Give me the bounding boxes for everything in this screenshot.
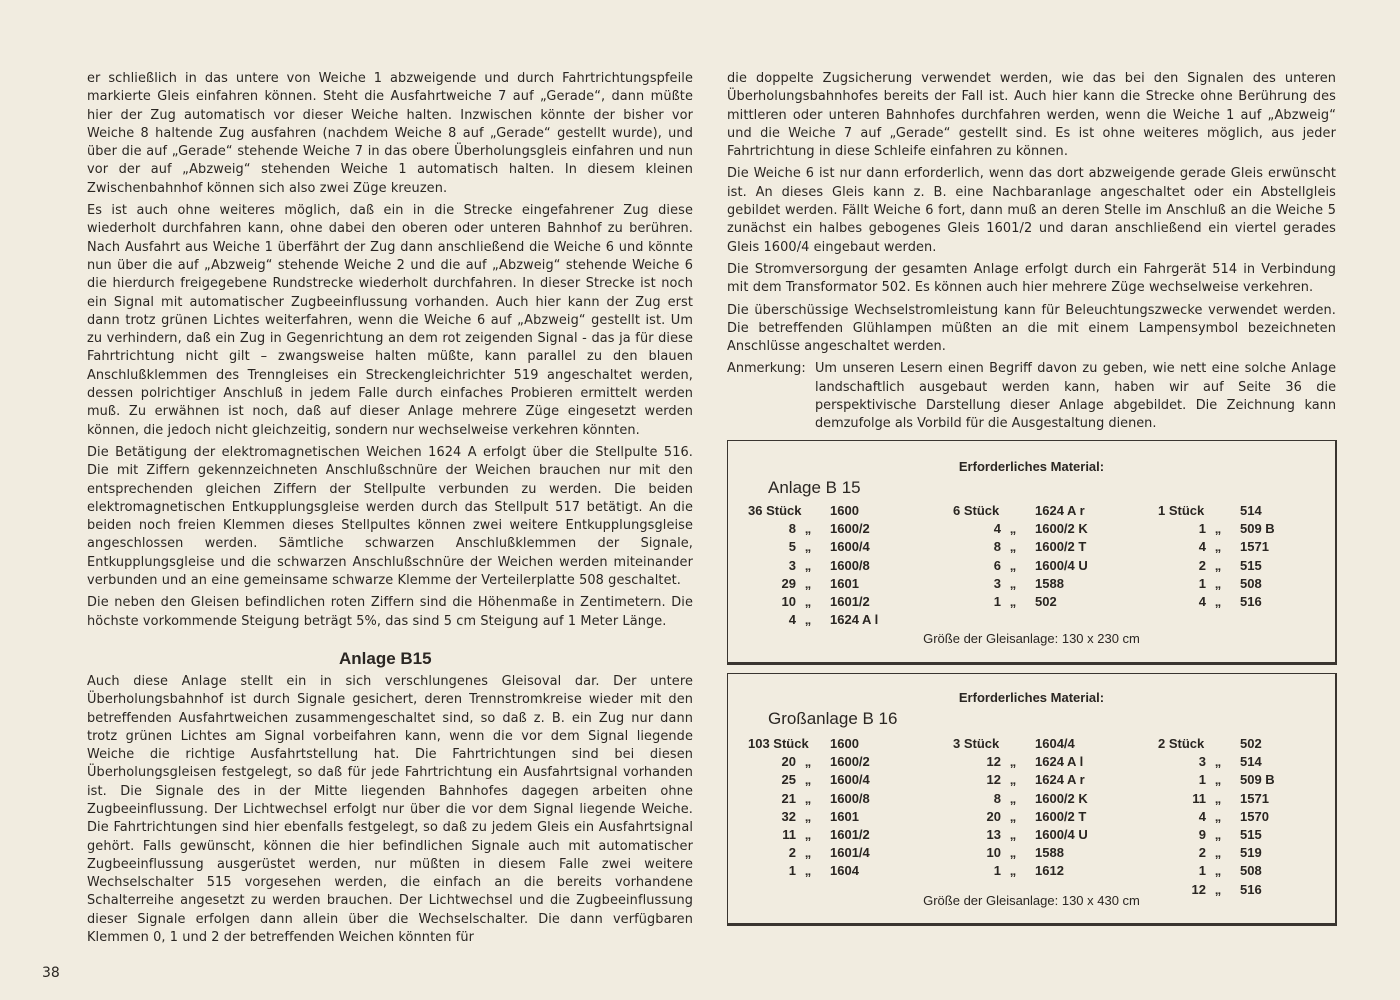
- ditto-mark: „: [1214, 845, 1222, 861]
- paragraph: er schließlich in das untere von Weiche 1 abzweigende und durch Fahrtrichtungspfeile markierte Gleis einfahren können. Steht die Ausfahrtweiche 7 auf „Gerade“, dann müßte hier der Zug automatisch vor dieser Weiche halten. Inzwischen könnte der bisher vor Weiche 8 haltende Zug ausfahren (nachdem Weiche 8 auf „Gerade“ gestellt wurde), und über die auf „Gerade“ stehende Weiche 7 in das obere Überholungsgleis einfahren und nun vor der auf „Abzweig“ stehenden Weiche 1 automatisch halten. In diesem kleinen Zwischenbahnhof können sich also zwei Züge kreuzen.: [87, 71, 693, 196]
- material-quantity: 1: [1198, 863, 1206, 879]
- ditto-mark: „: [804, 863, 812, 879]
- material-number: 1612: [1035, 863, 1064, 879]
- ditto-mark: „: [804, 790, 812, 806]
- material-quantity: 10: [781, 594, 796, 609]
- material-row: [748, 845, 870, 863]
- material-quantity: 3: [993, 575, 1001, 591]
- ditto-mark: „: [1009, 808, 1017, 824]
- material-row: [953, 772, 1085, 790]
- material-number: 516: [1240, 881, 1262, 897]
- material-quantity: 2: [788, 845, 796, 861]
- material-row: [748, 863, 859, 881]
- material-row: [953, 503, 1085, 521]
- ditto-mark: „: [1009, 557, 1017, 573]
- material-quantity: 2 Stück: [1158, 736, 1205, 751]
- material-quantity: 11: [1192, 790, 1206, 806]
- material-row: [748, 539, 870, 557]
- material-row: [1158, 503, 1262, 521]
- material-quantity: 1 Stück: [1158, 503, 1205, 518]
- material-quantity: 36 Stück: [748, 503, 802, 518]
- material-row: [953, 754, 1083, 772]
- material-quantity: 4: [788, 612, 796, 628]
- ditto-mark: „: [1214, 754, 1222, 770]
- material-row: [748, 612, 878, 630]
- ditto-mark: „: [804, 575, 812, 591]
- ditto-mark: „: [804, 557, 812, 573]
- material-quantity: 21: [781, 790, 796, 806]
- material-number: 1600/2: [830, 754, 870, 770]
- material-number: 1600/2 T: [1035, 808, 1087, 824]
- ditto-mark: „: [1009, 845, 1017, 861]
- material-number: 1588: [1035, 575, 1064, 591]
- material-row: [953, 539, 1086, 557]
- material-row: [1158, 539, 1269, 557]
- material-row: [1158, 594, 1262, 612]
- material-quantity: 1: [788, 863, 796, 879]
- material-title: Erforderliches Material:: [958, 690, 1105, 705]
- material-quantity: 4: [1198, 808, 1206, 824]
- material-quantity: 5: [788, 539, 796, 555]
- material-row: [1158, 882, 1262, 900]
- material-quantity: 25: [781, 772, 796, 788]
- material-row: [953, 863, 1064, 881]
- ditto-mark: „: [1214, 790, 1222, 806]
- material-quantity: 11: [782, 827, 796, 842]
- ditto-mark: „: [804, 772, 812, 788]
- material-quantity: 3 Stück: [953, 736, 1000, 751]
- material-row: [748, 576, 859, 594]
- material-number: 1600/2 K: [1035, 521, 1088, 537]
- material-row: [748, 521, 870, 539]
- paragraph: Es ist auch ohne weiteres möglich, daß ein in die Strecke eingefahrener Zug diese wiederholt durchfahren kann, ohne dabei den oberen oder unteren Bahnhof zu berühren. Nach Ausfahrt aus Weiche 1 überfährt der Zug dann anschließend die Weiche 6 und könnte nun über die auf „Abzweig“ stehende Weiche 2 und die auf „Abzweig“ stehende Weiche 6 die hierdurch freigegebene Rundstrecke wiederholt durchfahren. In dieser Strecke ist noch ein Signal mit automatischer Zugbeeinflussung vorhanden. Auch hier kann der Zug erst dann trotz grünen Lichtes weiterfahren, wenn die Weiche 6 auf „Abzweig“ gestellt ist. Um zu verhindern, daß ein Zug in Gegenrichtung an dem rot zeigenden Signal - das ja für diese Fahrtrichtung nicht gilt – zwangsweise halten müßte, kann parallel zu den blauen Anschlußklemmen des Trenngleises ein Streckengleichrichter 519 angeschaltet werden, dessen polrichtiger Anschluß in jedem Falle durch einfaches Probieren ermittelt werden muß. Zu erwähnen ist noch, daß auf dieser Anlage mehrere Züge eingesetzt werden können, die jedoch nicht gleichzeitig, sondern nur wechselweise verkehren könnten.: [87, 203, 693, 438]
- ditto-mark: „: [804, 827, 812, 842]
- material-quantity: 1: [993, 594, 1001, 609]
- ditto-mark: „: [804, 845, 812, 861]
- material-number: 1571: [1240, 790, 1269, 806]
- material-quantity: 1: [993, 863, 1001, 879]
- material-number: 502: [1035, 594, 1057, 609]
- ditto-mark: „: [804, 521, 812, 537]
- material-row: [748, 736, 859, 754]
- material-quantity: 2: [1198, 557, 1206, 573]
- ditto-mark: „: [1009, 754, 1017, 770]
- ditto-mark: „: [804, 754, 812, 770]
- material-quantity: 4: [993, 521, 1001, 537]
- material-number: 1600: [830, 736, 859, 751]
- layout-name: Anlage B 15: [768, 478, 861, 497]
- material-number: 1624 A r: [1035, 503, 1085, 518]
- material-quantity: 103 Stück: [748, 736, 809, 751]
- material-quantity: 1: [1198, 772, 1206, 788]
- ditto-mark: „: [1214, 539, 1222, 555]
- material-row: [1158, 736, 1262, 754]
- material-number: 516: [1240, 594, 1262, 609]
- ditto-mark: „: [1009, 790, 1017, 806]
- material-quantity: 8: [993, 539, 1001, 555]
- note-text: Um unseren Lesern einen Begriff davon zu geben, wie nett eine solche Anlage landschaftlich ausgebaut werden kann, haben wir auf Seite 36 die perspektivische Darstellung dieser Anlage abgebildet. Die Zeichnung kann demzufolge als Vorbild für die Ausgestaltung dienen.: [815, 361, 1336, 432]
- material-number: 1600/2 T: [1035, 539, 1087, 555]
- material-row: [1158, 791, 1269, 809]
- material-number: 514: [1240, 754, 1262, 770]
- track-size: Größe der Gleisanlage: 130 x 230 cm: [923, 631, 1140, 646]
- paragraph: die doppelte Zugsicherung verwendet werden, wie das bei den Signalen des unteren Überholungsbahnhofes bereits der Fall ist. Auch hier kann die Strecke ohne Berührung des mittleren oder unteren Bahnhofes durchfahren werden, wenn die Weiche 1 auf „Abzweig“ und die Weiche 7 auf „Gerade“ gestellt sind. Es ist ohne weiteres möglich, aus jeder Fahrtrichtung in diese Schleife einfahren zu können.: [727, 71, 1336, 160]
- material-number: 1601/2: [830, 827, 870, 842]
- material-row: [953, 594, 1057, 612]
- ditto-mark: „: [1009, 575, 1017, 591]
- material-quantity: 29: [781, 575, 796, 591]
- material-quantity: 20: [986, 808, 1001, 824]
- paragraph: Auch diese Anlage stellt ein in sich verschlungenes Gleisoval dar. Der untere Überholungsbahnhof ist durch Signale gesichert, deren Trennstromkreise wieder mit den betreffenden Ausfahrtweichen zusammengeschaltet sind, so daß z. B. ein Zug nur dann trotz grünen Lichtes am Signal vorbeifahren kann, wenn die vor dem Signal liegende Weiche die richtige Ausfahrtstellung hat. Die Fahrtrichtungen sind bei diesen Überholungsgleisen festgelegt, so daß für jede Fahrtrichtung ein Ausfahrtsignal vorhanden ist. Die Signale des in der Mitte liegenden Bahnhofes dagegen arbeiten ohne Zugbeeinflussung. Der Lichtwechsel erfolgt nur über die vor dem Signal liegende Weiche. Die Fahrtrichtungen sind hier ebenfalls festgelegt, so daß zu jedem Gleis ein Ausfahrtsignal gehört. Falls gewünscht, können die hier befindlichen Signale auch mit automatischer Zugbeeinflussung ausgerüstet werden, nur müßten in diesem Falle zwei weitere Wechselschalter 515 vorgesehen werden, die einfach an die bereits vorhandene Schalterreihe angesetzt zu werden brauchen. Der Lichtwechsel und die Zugbeeinflussung dieser Signale erfolgen dann allein über die Wechselschalter. Die dann verfügbaren Klemmen 0, 1 und 2 der betreffenden Weichen könnten für: [87, 673, 693, 946]
- material-quantity: 6 Stück: [953, 503, 1000, 518]
- left-column: [87, 70, 693, 951]
- ditto-mark: „: [1009, 521, 1017, 537]
- material-quantity: 3: [788, 557, 796, 573]
- material-number: 514: [1240, 503, 1262, 518]
- paragraph: Die Weiche 6 ist nur dann erforderlich, wenn das dort abzweigende gerade Gleis erwünscht ist. An dieses Gleis kann z. B. eine Nachbaranlage angeschaltet oder ein Abstellgleis gebildet werden. Fällt Weiche 6 fort, dann muß an deren Stelle im Anschluß an die Weiche 5 zunächst ein halbes gebogenes Gleis 1601/2 und daran anschließend ein viertel gerades Gleis 1600/4 eingebaut werden.: [727, 166, 1336, 255]
- material-row: [1158, 576, 1262, 594]
- material-number: 1624 A l: [830, 612, 879, 628]
- material-row: [748, 809, 859, 827]
- layout-name: Großanlage B 16: [768, 709, 898, 728]
- material-quantity: 32: [781, 808, 796, 824]
- material-row: [1158, 558, 1262, 576]
- ditto-mark: „: [1009, 594, 1017, 609]
- material-number: 1600/8: [830, 557, 870, 573]
- material-row: [748, 503, 859, 521]
- ditto-mark: „: [804, 539, 812, 555]
- material-row: [1158, 845, 1262, 863]
- track-size: Größe der Gleisanlage: 130 x 430 cm: [923, 893, 1140, 908]
- material-row: [953, 845, 1064, 863]
- material-number: 1624 A r: [1035, 772, 1085, 788]
- material-quantity: 2: [1198, 845, 1206, 861]
- material-quantity: 8: [788, 521, 796, 537]
- material-row: [953, 809, 1086, 827]
- ditto-mark: „: [1009, 827, 1017, 842]
- material-row: [748, 772, 870, 790]
- paragraph: Die Stromversorgung der gesamten Anlage erfolgt durch ein Fahrgerät 514 in Verbindung mit dem Transformator 502. Es können auch hier mehrere Züge wechselweise verkehren.: [727, 261, 1336, 296]
- material-quantity: 3: [1198, 754, 1206, 770]
- material-row: [953, 791, 1088, 809]
- material-row: [953, 558, 1088, 576]
- material-number: 1601/2: [830, 594, 870, 609]
- material-number: 1571: [1240, 539, 1269, 555]
- material-row: [1158, 827, 1262, 845]
- material-row: [1158, 809, 1269, 827]
- material-quantity: 20: [781, 754, 796, 770]
- material-row: [953, 736, 1075, 754]
- material-number: 1600: [830, 503, 859, 518]
- material-number: 515: [1240, 557, 1262, 573]
- material-number: 509 B: [1240, 521, 1275, 537]
- material-quantity: 13: [986, 827, 1001, 842]
- paragraph: Die neben den Gleisen befindlichen roten Ziffern sind die Höhenmaße in Zentimetern. Die höchste vorkommende Steigung beträgt 5%, das sind 5 cm Steigung auf 1 Meter Länge.: [87, 595, 693, 629]
- ditto-mark: „: [1214, 594, 1222, 609]
- paragraph: Die überschüssige Wechselstromleistung kann für Beleuchtungszwecke verwendet werden. Die betreffenden Glühlampen müßten an die mit einem Lampensymbol bezeichneten Anschlüsse angeschaltet werden.: [727, 302, 1336, 355]
- material-row: [748, 791, 870, 809]
- material-quantity: 8: [993, 790, 1001, 806]
- material-row: [1158, 863, 1262, 881]
- material-box-b16: [727, 673, 1337, 926]
- ditto-mark: „: [1214, 827, 1222, 842]
- material-number: 1600/4 U: [1035, 827, 1088, 842]
- ditto-mark: „: [1214, 772, 1222, 788]
- material-quantity: 4: [1198, 594, 1206, 609]
- right-column: [727, 70, 1336, 434]
- material-number: 1570: [1240, 808, 1269, 824]
- material-quantity: 1: [1198, 575, 1206, 591]
- ditto-mark: „: [1214, 521, 1222, 537]
- material-number: 508: [1240, 575, 1262, 591]
- material-quantity: 4: [1198, 539, 1206, 555]
- material-quantity: 10: [986, 845, 1001, 861]
- material-number: 515: [1240, 827, 1262, 842]
- ditto-mark: „: [1214, 863, 1222, 879]
- material-row: [953, 576, 1064, 594]
- ditto-mark: „: [804, 612, 812, 628]
- material-quantity: 12: [1191, 881, 1206, 897]
- material-number: 1600/2 K: [1035, 790, 1088, 806]
- material-row: [748, 827, 870, 845]
- material-number: 1588: [1035, 845, 1064, 861]
- material-row: [748, 594, 870, 612]
- note: [727, 360, 1336, 433]
- material-number: 1600/4 U: [1035, 557, 1088, 573]
- page-number: 38: [42, 965, 60, 981]
- ditto-mark: „: [1214, 557, 1222, 573]
- material-number: 519: [1240, 845, 1262, 861]
- material-number: 502: [1240, 736, 1262, 751]
- note-label: Anmerkung:: [727, 361, 806, 377]
- material-number: 1601/4: [830, 845, 870, 861]
- material-number: 1604/4: [1035, 736, 1075, 751]
- material-number: 1601: [830, 808, 859, 824]
- material-quantity: 12: [986, 772, 1001, 788]
- material-quantity: 9: [1198, 827, 1206, 842]
- ditto-mark: „: [1214, 575, 1222, 591]
- paragraph: Die Betätigung der elektromagnetischen Weichen 1624 A erfolgt über die Stellpulte 516. Die mit Ziffern gekennzeichneten Anschlußschnüre der Weichen brauchen nur mit den entsprechenden gleichen Ziffern der Stellpulte verbunden zu werden. Die beiden elektromagnetischen Entkupplungsgleise werden durch das Stellpult 517 betätigt. An die beiden noch freien Klemmen dieses Stellpultes können zwei weitere Entkupplungsgleise angeschlossen werden. Sämtliche schwarzen Anschlußklemmen der Signale, Entkupplungsgleise und die schwarzen Anschlußschnüre der Weichen werden miteinander verbunden und an eine gemeinsame schwarze Klemme der Verteilerplatte 508 geschaltet.: [87, 444, 693, 589]
- ditto-mark: „: [1009, 863, 1017, 879]
- material-number: 1624 A l: [1035, 754, 1084, 770]
- material-quantity: 1: [1198, 521, 1206, 537]
- material-row: [953, 521, 1088, 539]
- material-title: Erforderliches Material:: [958, 459, 1105, 474]
- ditto-mark: „: [1009, 539, 1017, 555]
- ditto-mark: „: [1009, 772, 1017, 788]
- material-number: 1600/8: [830, 790, 870, 806]
- material-number: 1600/4: [830, 772, 870, 788]
- material-number: 509 B: [1240, 772, 1275, 788]
- material-row: [748, 558, 870, 576]
- ditto-mark: „: [1214, 881, 1222, 897]
- material-quantity: 12: [986, 754, 1001, 770]
- ditto-mark: „: [804, 808, 812, 824]
- material-row: [953, 827, 1088, 845]
- material-box-b15: [727, 440, 1337, 665]
- material-number: 1604: [830, 863, 859, 879]
- ditto-mark: „: [804, 594, 812, 609]
- material-number: 508: [1240, 863, 1262, 879]
- material-number: 1600/4: [830, 539, 870, 555]
- material-row: [1158, 772, 1275, 790]
- material-number: 1601: [830, 575, 859, 591]
- ditto-mark: „: [1214, 808, 1222, 824]
- material-quantity: 6: [993, 557, 1001, 573]
- section-heading: Anlage B15: [339, 648, 432, 668]
- material-row: [1158, 754, 1262, 772]
- material-number: 1600/2: [830, 521, 870, 537]
- material-row: [748, 754, 870, 772]
- material-row: [1158, 521, 1275, 539]
